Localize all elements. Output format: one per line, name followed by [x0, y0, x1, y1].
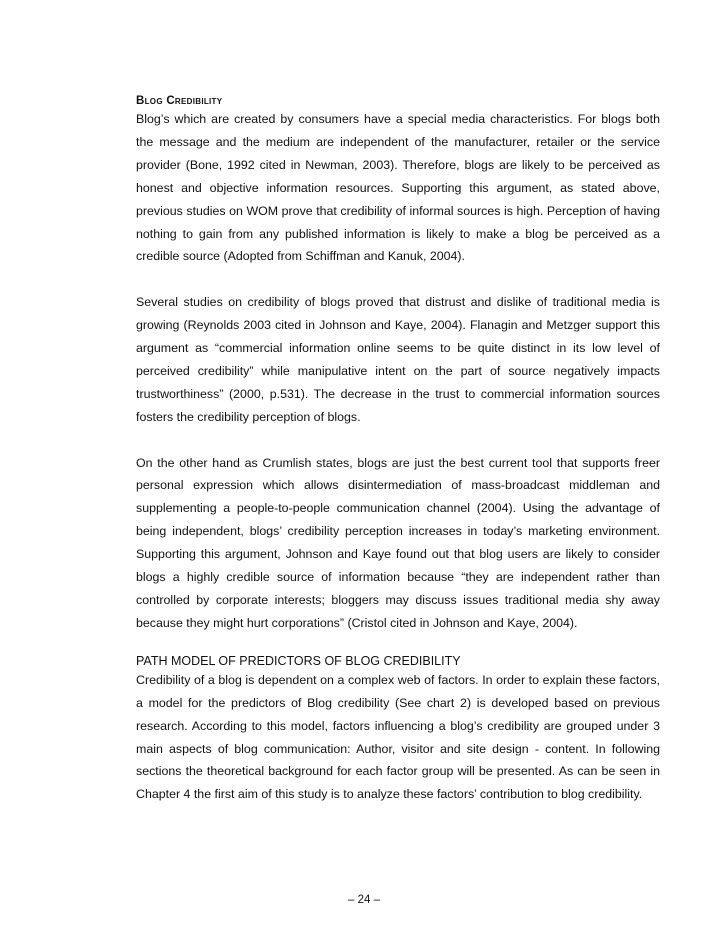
paragraph-blog-credibility-3: On the other hand as Crumlish states, blogs are just the best current tool that supports freer personal expression which allows disintermediation of mass-broadcast middleman and supplementing a people-to-people communication channel (2004). Using the advantage of being independent, blogs’ credibility perception increases in today’s marketing environment. Supporting this argument, Johnson and Kaye found out that blog users are likely to consider blogs a highly credible source of information because “they are independent rather than controlled by corporate interests; bloggers may discuss issues traditional media shy away because they might hurt corporations” (Cristol cited in Johnson and Kaye, 2004).	[136, 455, 660, 630]
paragraph-path-model-1: Credibility of a blog is dependent on a complex web of factors. In order to explain these factors, a model for the predictors of Blog credibility (See chart 2) is developed based on previous research. According to this model, factors influencing a blog’s credibility are grouped under 3 main aspects of blog communication: Author, visitor and site design - content. In following sections the theoretical background for each factor group will be presented. As can be seen in Chapter 4 the first aim of this study is to analyze these factors’ contribution to blog credibility.	[136, 672, 660, 802]
page-content	[136, 94, 660, 806]
section-heading-path-model: PATH MODEL OF PREDICTORS OF BLOG CREDIBILITY	[136, 653, 461, 668]
paragraph-spacer	[136, 429, 660, 452]
paragraph-spacer	[136, 635, 660, 653]
paragraph-blog-credibility-2: Several studies on credibility of blogs proved that distrust and dislike of traditional media is growing (Reynolds 2003 cited in Johnson and Kaye, 2004). Flanagin and Metzger support this argument as “commercial information online seems to be quite distinct in its low level of perceived credibility” while manipulative intent on the part of source negatively impacts trustworthiness” (2000, p.531). The decrease in the trust to commercial information sources fosters the credibility perception of blogs.	[136, 295, 660, 424]
paragraph-spacer	[136, 268, 660, 291]
page-number: – 24 –	[348, 894, 380, 906]
section-heading-blog-credibility: Blog Credibility	[136, 95, 223, 107]
paragraph-blog-credibility-1: Blog’s which are created by consumers have a special media characteristics. For blogs both the message and the medium are independent of the manufacturer, retailer or the service provider (Bone, 1992 cited in Newman, 2003). Therefore, blogs are likely to be perceived as honest and objective information resources. Supporting this argument, as stated above, previous studies on WOM prove that credibility of informal sources is high. Perception of having nothing to gain from any published information is likely to make a blog be perceived as a credible source (Adopted from Schiffman and Kanuk, 2004).	[136, 112, 660, 264]
